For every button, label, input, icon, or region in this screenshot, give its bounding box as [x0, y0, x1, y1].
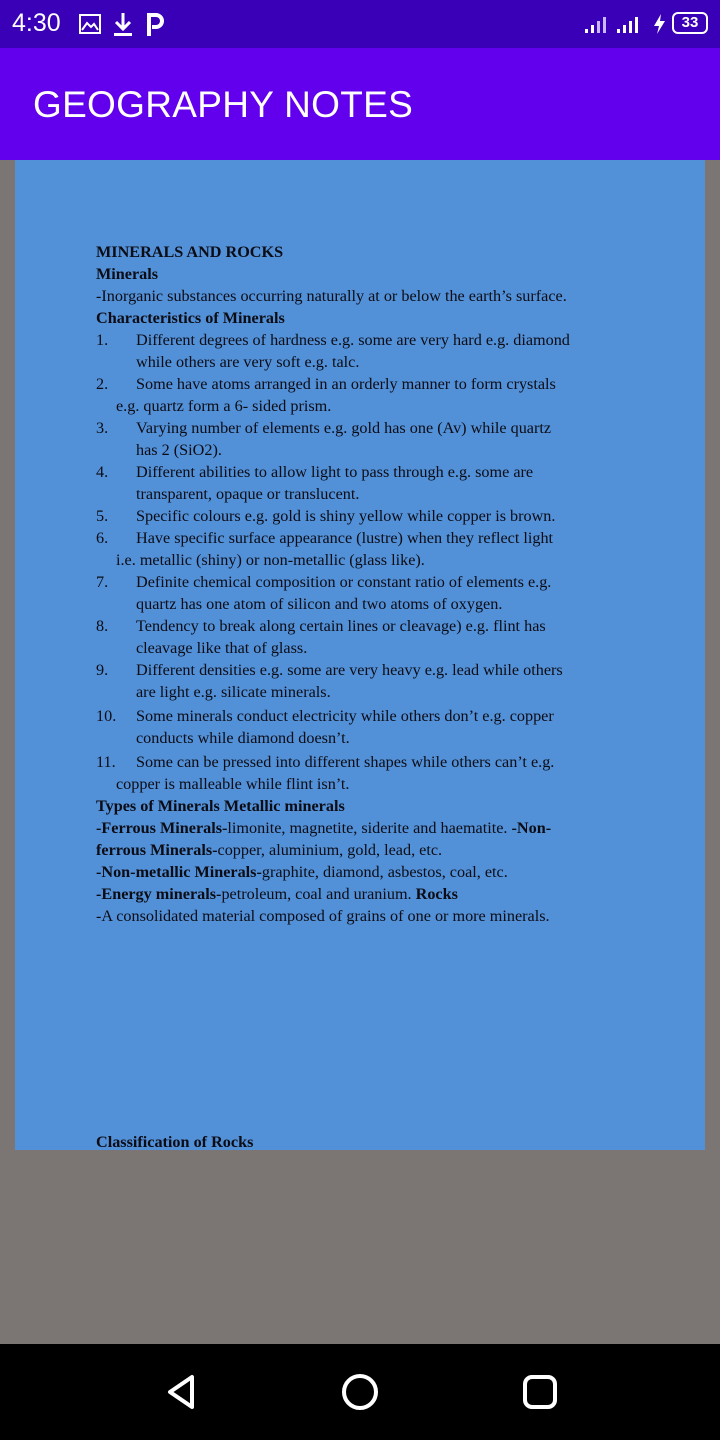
- ferrous-paragraph: -Ferrous Minerals-limonite, magnetite, siderite and haematite. -Non- ferrous Minerals-copper, aluminium, gold, lead, etc.: [96, 819, 552, 859]
- rocks-definition: -A consolidated material composed of grains of one or more minerals.: [96, 907, 550, 925]
- battery-level: 33: [681, 14, 699, 31]
- list-item: 6. Have specific surface appearance (lustre) when they reflect light i.e. metallic (shiny) or non-metallic (glass like).: [96, 529, 554, 569]
- list-item: 4. Different abilities to allow light to pass through e.g. some are transparent, opaque or translucent.: [96, 463, 534, 503]
- list-item: 10. Some minerals conduct electricity while others don’t e.g. copper conducts while diamond doesn’t.: [96, 707, 554, 747]
- recents-button[interactable]: [518, 1370, 562, 1414]
- navigation-bar: [0, 1344, 720, 1440]
- list-item: 7. Definite chemical composition or constant ratio of elements e.g. quartz has one atom of silicon and two atoms of oxygen.: [96, 573, 552, 613]
- home-button[interactable]: [338, 1370, 382, 1414]
- types-heading: Types of Minerals Metallic minerals: [96, 797, 345, 815]
- app-bar: [0, 48, 720, 160]
- list-item: 2. Some have atoms arranged in an orderly manner to form crystals e.g. quartz form a 6- sided prism.: [96, 375, 556, 415]
- minerals-subheading: Minerals: [96, 265, 159, 283]
- back-button[interactable]: [160, 1370, 204, 1414]
- signal-icon: [584, 14, 616, 34]
- list-item: 9. Different densities e.g. some are very heavy e.g. lead while others are light e.g. silicate minerals.: [96, 661, 563, 701]
- app-title: GEOGRAPHY NOTES: [33, 84, 414, 125]
- image-icon: [78, 12, 102, 36]
- document-content: [96, 241, 641, 927]
- document-page[interactable]: [15, 160, 705, 1150]
- status-bar: [0, 0, 720, 48]
- energy-paragraph: -Energy minerals-petroleum, coal and uranium. Rocks: [96, 885, 458, 903]
- status-time: 4:30: [12, 9, 61, 37]
- nonmetallic-paragraph: -Non-metallic Minerals-graphite, diamond, asbestos, coal, etc.: [96, 863, 508, 881]
- battery-icon: [672, 12, 708, 34]
- list-item: 11. Some can be pressed into different shapes while others can’t e.g. copper is malleable while flint isn’t.: [96, 753, 555, 793]
- minerals-definition: -Inorganic substances occurring naturally at or below the earth’s surface.: [96, 287, 567, 305]
- document-heading: MINERALS AND ROCKS: [96, 243, 284, 261]
- signal-icon-2: [616, 14, 648, 34]
- characteristics-heading: Characteristics of Minerals: [96, 309, 285, 327]
- list-item: 8. Tendency to break along certain lines or cleavage) e.g. flint has cleavage like that of glass.: [96, 617, 546, 657]
- list-item: 3. Varying number of elements e.g. gold has one (Av) while quartz has 2 (SiO2).: [96, 419, 552, 459]
- charging-icon: [652, 13, 668, 35]
- list-item: 1. Different degrees of hardness e.g. some are very hard e.g. diamond while others are very soft e.g. talc.: [96, 331, 570, 371]
- parking-icon: [144, 12, 166, 38]
- download-icon: [112, 12, 134, 38]
- classification-heading: Classification of Rocks: [96, 1133, 254, 1150]
- list-item: 5. Specific colours e.g. gold is shiny yellow while copper is brown.: [96, 507, 556, 525]
